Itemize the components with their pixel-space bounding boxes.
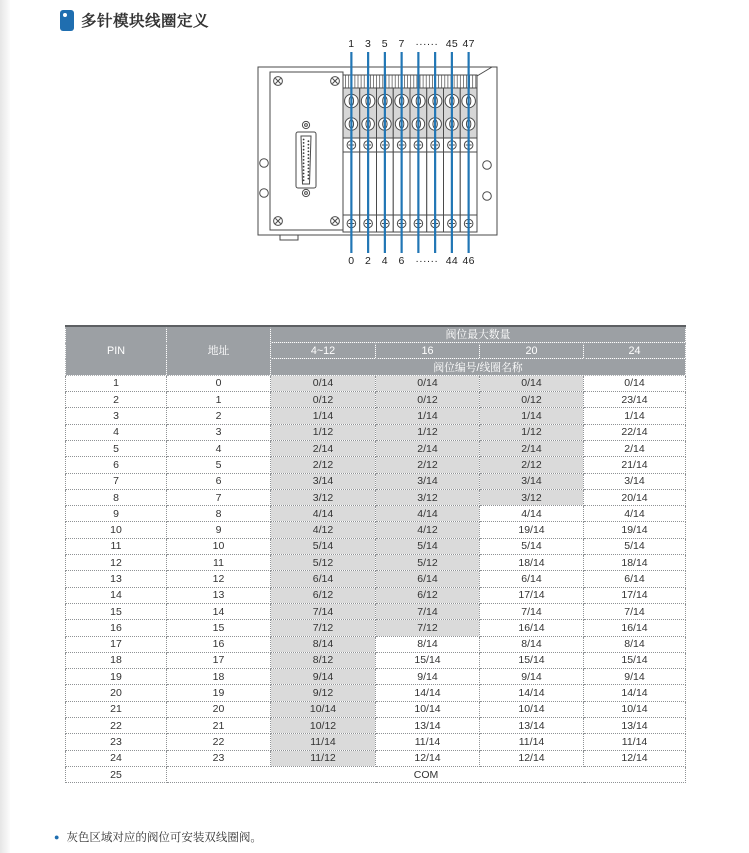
value-cell: 6/14 bbox=[271, 571, 376, 587]
table-row bbox=[66, 555, 686, 571]
value-cell: 2/12 bbox=[271, 457, 376, 473]
pin-cell: 2 bbox=[66, 392, 167, 408]
value-cell: 4/14 bbox=[480, 506, 584, 522]
addr-cell: 8 bbox=[167, 506, 271, 522]
value-cell: 12/14 bbox=[584, 750, 686, 766]
value-cell: 2/14 bbox=[271, 440, 376, 456]
pin-cell: 12 bbox=[66, 555, 167, 571]
value-cell: 13/14 bbox=[480, 718, 584, 734]
wire-number-bottom: ······ bbox=[415, 255, 439, 267]
coil-definition-table bbox=[65, 325, 686, 783]
addr-cell: 1 bbox=[167, 392, 271, 408]
value-cell: 6/14 bbox=[376, 571, 480, 587]
value-cell: 1/14 bbox=[584, 408, 686, 424]
addr-cell: 12 bbox=[167, 571, 271, 587]
value-cell: 9/14 bbox=[480, 669, 584, 685]
value-cell: 8/14 bbox=[480, 636, 584, 652]
table-row bbox=[66, 750, 686, 766]
section-bookmark-icon bbox=[60, 10, 74, 31]
value-cell: 9/14 bbox=[271, 669, 376, 685]
pin-cell: 7 bbox=[66, 473, 167, 489]
table-row bbox=[66, 587, 686, 603]
value-cell: 19/14 bbox=[480, 522, 584, 538]
table-row bbox=[66, 538, 686, 554]
pin-cell: 21 bbox=[66, 701, 167, 717]
value-cell: 11/12 bbox=[271, 750, 376, 766]
addr-cell: 23 bbox=[167, 750, 271, 766]
addr-cell: 5 bbox=[167, 457, 271, 473]
value-cell: 11/14 bbox=[376, 734, 480, 750]
group-header-max-valves: 阀位最大数量 bbox=[271, 326, 686, 343]
pin-cell: 1 bbox=[66, 375, 167, 391]
value-cell: 15/14 bbox=[584, 652, 686, 668]
addr-cell: 3 bbox=[167, 424, 271, 440]
value-cell: 7/12 bbox=[271, 620, 376, 636]
value-cell: 7/14 bbox=[584, 603, 686, 619]
pin-cell: 16 bbox=[66, 620, 167, 636]
value-cell: 0/12 bbox=[480, 392, 584, 408]
value-cell: 23/14 bbox=[584, 392, 686, 408]
addr-cell: 13 bbox=[167, 587, 271, 603]
pin-cell: 22 bbox=[66, 718, 167, 734]
value-cell: 0/14 bbox=[584, 375, 686, 391]
value-cell: 1/12 bbox=[480, 424, 584, 440]
table-row bbox=[66, 734, 686, 750]
value-cell: 5/12 bbox=[376, 555, 480, 571]
addr-cell: 16 bbox=[167, 636, 271, 652]
value-cell: 4/14 bbox=[376, 506, 480, 522]
pin-cell: 13 bbox=[66, 571, 167, 587]
value-cell: 1/12 bbox=[271, 424, 376, 440]
col-header-valve-count: 20 bbox=[480, 343, 584, 359]
pin-cell: 17 bbox=[66, 636, 167, 652]
value-cell: 1/12 bbox=[376, 424, 480, 440]
value-cell: 5/14 bbox=[271, 538, 376, 554]
pin-cell: 18 bbox=[66, 652, 167, 668]
addr-cell: 22 bbox=[167, 734, 271, 750]
addr-cell: 15 bbox=[167, 620, 271, 636]
value-cell: 11/14 bbox=[271, 734, 376, 750]
value-cell: 6/14 bbox=[584, 571, 686, 587]
pin-cell: 23 bbox=[66, 734, 167, 750]
col-header-valve-count: 16 bbox=[376, 343, 480, 359]
col-header-valve-count: 4~12 bbox=[271, 343, 376, 359]
wire-number-top: 45 bbox=[445, 38, 459, 50]
table-row bbox=[66, 489, 686, 505]
value-cell: 6/12 bbox=[271, 587, 376, 603]
table-row bbox=[66, 701, 686, 717]
addr-cell: 20 bbox=[167, 701, 271, 717]
value-cell: 2/12 bbox=[480, 457, 584, 473]
wire-number-top: 7 bbox=[398, 38, 405, 50]
table-row bbox=[66, 375, 686, 391]
wire-number-top: 47 bbox=[462, 38, 475, 50]
pin-cell: 6 bbox=[66, 457, 167, 473]
value-cell: 3/14 bbox=[480, 473, 584, 489]
table-row bbox=[66, 457, 686, 473]
value-cell: 10/14 bbox=[584, 701, 686, 717]
col-header-valve-count: 24 bbox=[584, 343, 686, 359]
section-title: 多针模块线圈定义 bbox=[81, 13, 210, 30]
wire-number-top: ······ bbox=[415, 38, 439, 50]
table-row bbox=[66, 718, 686, 734]
addr-cell: 18 bbox=[167, 669, 271, 685]
wire-number-top: 5 bbox=[381, 38, 388, 50]
table-row bbox=[66, 392, 686, 408]
value-cell: 21/14 bbox=[584, 457, 686, 473]
value-cell: 8/14 bbox=[271, 636, 376, 652]
value-cell: 2/14 bbox=[584, 440, 686, 456]
pin-cell: 24 bbox=[66, 750, 167, 766]
value-cell: 10/14 bbox=[480, 701, 584, 717]
addr-cell: 19 bbox=[167, 685, 271, 701]
value-cell: 7/14 bbox=[271, 603, 376, 619]
value-cell: 15/14 bbox=[480, 652, 584, 668]
value-cell: 0/14 bbox=[271, 375, 376, 391]
pin-cell: 11 bbox=[66, 538, 167, 554]
pin-cell: 10 bbox=[66, 522, 167, 538]
value-cell: 2/14 bbox=[480, 440, 584, 456]
value-cell: 3/14 bbox=[271, 473, 376, 489]
value-cell: 5/12 bbox=[271, 555, 376, 571]
wire-number-bottom: 46 bbox=[462, 255, 475, 267]
value-cell: 4/12 bbox=[271, 522, 376, 538]
value-cell: 12/14 bbox=[376, 750, 480, 766]
pin-cell: 4 bbox=[66, 424, 167, 440]
wire-number-bottom: 0 bbox=[348, 255, 355, 267]
addr-cell: 21 bbox=[167, 718, 271, 734]
value-cell: 0/12 bbox=[376, 392, 480, 408]
table-row bbox=[66, 669, 686, 685]
pin-cell: 3 bbox=[66, 408, 167, 424]
value-cell: 5/14 bbox=[376, 538, 480, 554]
table-row bbox=[66, 652, 686, 668]
table-row bbox=[66, 620, 686, 636]
pin-cell: 5 bbox=[66, 440, 167, 456]
value-cell: 10/14 bbox=[271, 701, 376, 717]
value-cell: 14/14 bbox=[480, 685, 584, 701]
value-cell: 13/14 bbox=[584, 718, 686, 734]
value-cell: 15/14 bbox=[376, 652, 480, 668]
value-cell: 22/14 bbox=[584, 424, 686, 440]
addr-cell: 6 bbox=[167, 473, 271, 489]
addr-cell: 7 bbox=[167, 489, 271, 505]
value-cell: 6/14 bbox=[480, 571, 584, 587]
addr-cell: 9 bbox=[167, 522, 271, 538]
footnote-text: 灰色区域对应的阀位可安装双线圈阀。 bbox=[66, 832, 262, 844]
com-cell: COM bbox=[167, 766, 686, 782]
pin-cell: 25 bbox=[66, 766, 167, 782]
value-cell: 9/12 bbox=[271, 685, 376, 701]
value-cell: 3/14 bbox=[584, 473, 686, 489]
manifold-diagram bbox=[240, 35, 515, 270]
value-cell: 0/12 bbox=[271, 392, 376, 408]
value-cell: 17/14 bbox=[480, 587, 584, 603]
table-row bbox=[66, 685, 686, 701]
col-header-pin: PIN bbox=[66, 326, 167, 375]
value-cell: 3/12 bbox=[271, 489, 376, 505]
value-cell: 9/14 bbox=[376, 669, 480, 685]
bullet-icon: ● bbox=[54, 831, 60, 842]
sub-caption-coil-name: 阀位编号/线圈名称 bbox=[271, 359, 686, 375]
value-cell: 14/14 bbox=[376, 685, 480, 701]
value-cell: 7/14 bbox=[480, 603, 584, 619]
addr-cell: 17 bbox=[167, 652, 271, 668]
table-row bbox=[66, 603, 686, 619]
value-cell: 16/14 bbox=[480, 620, 584, 636]
addr-cell: 10 bbox=[167, 538, 271, 554]
value-cell: 19/14 bbox=[584, 522, 686, 538]
pin-cell: 15 bbox=[66, 603, 167, 619]
pin-cell: 8 bbox=[66, 489, 167, 505]
value-cell: 4/14 bbox=[584, 506, 686, 522]
value-cell: 6/12 bbox=[376, 587, 480, 603]
addr-cell: 2 bbox=[167, 408, 271, 424]
value-cell: 18/14 bbox=[584, 555, 686, 571]
value-cell: 8/14 bbox=[376, 636, 480, 652]
pin-cell: 19 bbox=[66, 669, 167, 685]
value-cell: 7/14 bbox=[376, 603, 480, 619]
value-cell: 13/14 bbox=[376, 718, 480, 734]
table-row bbox=[66, 440, 686, 456]
value-cell: 1/14 bbox=[271, 408, 376, 424]
value-cell: 16/14 bbox=[584, 620, 686, 636]
value-cell: 17/14 bbox=[584, 587, 686, 603]
pin-cell: 9 bbox=[66, 506, 167, 522]
section-header bbox=[60, 9, 209, 31]
value-cell: 20/14 bbox=[584, 489, 686, 505]
manifold-artwork bbox=[240, 35, 515, 270]
value-cell: 1/14 bbox=[480, 408, 584, 424]
value-cell: 8/14 bbox=[584, 636, 686, 652]
value-cell: 12/14 bbox=[480, 750, 584, 766]
value-cell: 4/14 bbox=[271, 506, 376, 522]
value-cell: 18/14 bbox=[480, 555, 584, 571]
value-cell: 7/12 bbox=[376, 620, 480, 636]
col-header-addr: 地址 bbox=[167, 326, 271, 375]
addr-cell: 4 bbox=[167, 440, 271, 456]
wire-number-bottom: 6 bbox=[398, 255, 405, 267]
footnote bbox=[54, 829, 262, 845]
value-cell: 10/14 bbox=[376, 701, 480, 717]
value-cell: 8/12 bbox=[271, 652, 376, 668]
wire-number-bottom: 2 bbox=[365, 255, 372, 267]
value-cell: 2/14 bbox=[376, 440, 480, 456]
value-cell: 11/14 bbox=[480, 734, 584, 750]
value-cell: 11/14 bbox=[584, 734, 686, 750]
table-row bbox=[66, 424, 686, 440]
table-row bbox=[66, 636, 686, 652]
wire-number-bottom: 4 bbox=[381, 255, 388, 267]
table-row bbox=[66, 571, 686, 587]
wire-number-top: 3 bbox=[365, 38, 372, 50]
table-row bbox=[66, 522, 686, 538]
value-cell: 0/14 bbox=[480, 375, 584, 391]
value-cell: 2/12 bbox=[376, 457, 480, 473]
table-row bbox=[66, 766, 686, 782]
value-cell: 10/12 bbox=[271, 718, 376, 734]
valve-stations bbox=[343, 75, 477, 232]
value-cell: 4/12 bbox=[376, 522, 480, 538]
value-cell: 9/14 bbox=[584, 669, 686, 685]
wire-number-bottom: 44 bbox=[445, 255, 459, 267]
pin-cell: 20 bbox=[66, 685, 167, 701]
addr-cell: 14 bbox=[167, 603, 271, 619]
table-row bbox=[66, 408, 686, 424]
wire-number-top: 1 bbox=[348, 38, 355, 50]
value-cell: 5/14 bbox=[584, 538, 686, 554]
page-left-edge bbox=[0, 0, 10, 853]
value-cell: 0/14 bbox=[376, 375, 480, 391]
value-cell: 3/12 bbox=[376, 489, 480, 505]
value-cell: 14/14 bbox=[584, 685, 686, 701]
value-cell: 3/14 bbox=[376, 473, 480, 489]
pin-cell: 14 bbox=[66, 587, 167, 603]
table-row bbox=[66, 473, 686, 489]
value-cell: 1/14 bbox=[376, 408, 480, 424]
addr-cell: 11 bbox=[167, 555, 271, 571]
value-cell: 3/12 bbox=[480, 489, 584, 505]
value-cell: 5/14 bbox=[480, 538, 584, 554]
addr-cell: 0 bbox=[167, 375, 271, 391]
table-row bbox=[66, 506, 686, 522]
